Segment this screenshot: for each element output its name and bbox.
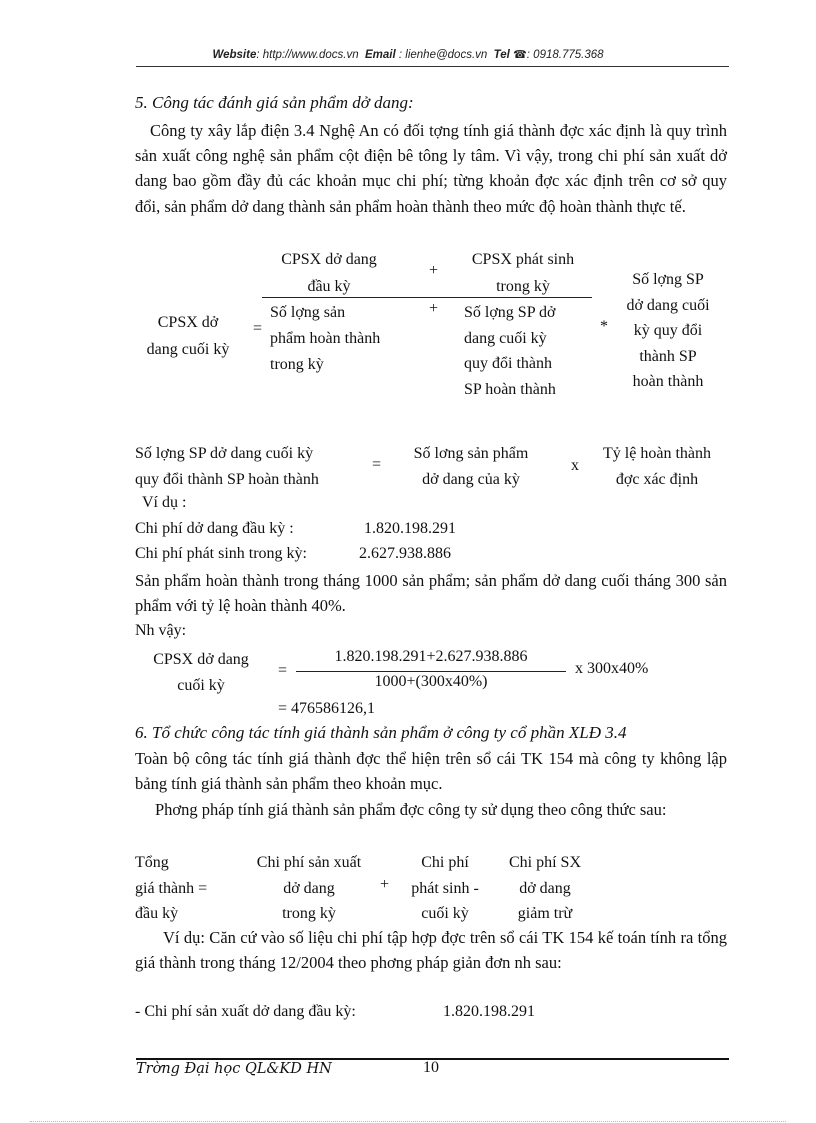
- f3-fraction-bar: [296, 671, 566, 672]
- f4-col4: [500, 850, 590, 927]
- f1-lhs-line: CPSX dở: [157, 314, 219, 331]
- example-line1-value: 1.820.198.291: [364, 520, 456, 537]
- f2-mid-line: dở dang của kỳ: [422, 471, 520, 488]
- section6-paragraph2: Phơng pháp tính giá thành sản phẩm đợc công ty sử dụng theo công thức sau:: [155, 800, 667, 819]
- f1-den-a-line: Số lợng sản: [270, 304, 346, 321]
- f1-den-a-line: trong kỳ: [270, 356, 324, 373]
- f4-col2-line: trong kỳ: [282, 905, 336, 922]
- f4-col1-line: Tổng: [135, 854, 169, 871]
- f1-fraction-bar: [262, 297, 592, 298]
- f4-col1-line: đầu kỳ: [135, 905, 179, 922]
- f1-rhs-line: thành SP: [639, 347, 697, 365]
- f4-col3: [398, 850, 492, 927]
- f1-rhs-line: Số lợng SP: [632, 271, 704, 288]
- f2-x: x: [571, 457, 579, 474]
- page-header: [0, 48, 816, 61]
- f3-result: = 476586126,1: [278, 700, 376, 717]
- f1-den-b: [464, 300, 556, 402]
- example-nhu-vay: Nh vậy:: [135, 622, 187, 639]
- tel-label: Tel: [493, 49, 510, 61]
- f1-den-b-line: Số lợng SP dở: [464, 304, 556, 321]
- page-number: 10: [423, 1059, 439, 1076]
- f4-col3-line: cuối kỳ: [421, 905, 469, 922]
- f3-lhs: [140, 647, 262, 699]
- section6-paragraph1: Toàn bộ công tác tính giá thành đợc thể hiện trên sổ cái TK 154 mà công ty không lập bảng tính giá thành sản phẩm theo khoản mục.: [135, 749, 727, 794]
- website-value[interactable]: : http://www.docs.vn: [256, 49, 359, 61]
- f1-num-a: [270, 246, 388, 300]
- f4-col1-line: giá thành =: [135, 879, 208, 897]
- f2-lhs-line: Số lợng SP dở dang cuối kỳ: [135, 445, 314, 462]
- f3-denominator: 1000+(300x40%): [374, 673, 488, 690]
- f1-times: *: [600, 318, 608, 335]
- example-label: Ví dụ :: [142, 494, 187, 511]
- f1-rhs-line: hoàn thành: [632, 373, 704, 390]
- f3-lhs-line: CPSX dở dang: [153, 651, 249, 668]
- f1-den-plus: +: [429, 300, 439, 317]
- f4-col2: [244, 850, 374, 927]
- f3-numerator: 1.820.198.291+2.627.938.886: [334, 648, 528, 665]
- tel-value: : 0918.775.368: [526, 49, 604, 61]
- f1-num-a-line: đầu kỳ: [307, 278, 351, 295]
- f2-mid-line: Số lơng sản phẩm: [413, 445, 529, 462]
- f3-lhs-line: cuối kỳ: [177, 677, 225, 694]
- f2-rhs-line: Tỷ lệ hoàn thành: [603, 445, 711, 462]
- f1-rhs: [612, 267, 724, 395]
- f2-mid: [396, 441, 546, 493]
- email-value[interactable]: : lienhe@docs.vn: [398, 49, 488, 61]
- example2-line-value: 1.820.198.291: [443, 1003, 535, 1020]
- f4-col3-line: Chi phí: [421, 854, 469, 871]
- f2-rhs-line: đợc xác định: [615, 471, 699, 488]
- f1-rhs-line: dở dang cuối: [626, 296, 710, 314]
- example-line1-label: Chi phí dở dang đầu kỳ :: [135, 520, 294, 537]
- f1-num-b: [455, 246, 591, 300]
- f1-den-b-line: quy đổi thành: [464, 355, 552, 372]
- page-bottom-border: [30, 1121, 786, 1122]
- f4-col3-line: phát sinh -: [411, 879, 479, 897]
- f2-lhs: [135, 441, 319, 493]
- header-rule: [136, 66, 729, 67]
- example-line2-label: Chi phí phát sinh trong kỳ:: [135, 545, 307, 562]
- f4-col4-line: dở dang: [519, 879, 571, 897]
- f1-den-b-line: dang cuối kỳ: [464, 329, 547, 347]
- f3-times: x 300x40%: [575, 660, 649, 677]
- f4-col2-line: Chi phí sản xuất: [256, 854, 362, 871]
- f1-num-b-line: trong kỳ: [496, 278, 550, 295]
- f1-den-a: [270, 300, 380, 378]
- example2-paragraph: Ví dụ: Căn cứ vào số liệu chi phí tập hợp đợc trên sổ cái TK 154 kế toán tính ra tổng giá thành trong tháng 12/2004 theo phơng pháp giản đơn nh sau:: [135, 928, 727, 973]
- f1-lhs-line: dang cuối kỳ: [146, 341, 230, 358]
- email-label: Email: [365, 49, 396, 61]
- f3-eq: =: [278, 662, 288, 679]
- phone-icon: ☎: [513, 49, 527, 61]
- f1-den-b-line: SP hoàn thành: [464, 380, 556, 398]
- f2-eq: =: [372, 456, 382, 473]
- section5-heading: 5. Công tác đánh giá sản phẩm dở dang:: [135, 93, 414, 112]
- example-paragraph: Sản phẩm hoàn thành trong tháng 1000 sản phẩm; sản phẩm dở dang cuối tháng 300 sản phẩm với tỷ lệ hoàn thành 40%.: [135, 571, 727, 616]
- f4-plus: +: [380, 876, 390, 893]
- f4-col4-line: giảm trừ: [517, 905, 573, 922]
- f1-num-b-line: CPSX phát sinh: [471, 251, 575, 268]
- f1-lhs: [136, 309, 240, 363]
- section5-paragraph: Công ty xây lắp điện 3.4 Nghệ An có đối tợng tính giá thành đợc xác định là quy trình sản xuất công nghệ sản phẩm cột điện bê tông ly tâm. Vì vậy, trong chi phí sản xuất dở dang bao gồm đầy đủ các khoản mục chi phí; từng khoản đợc xác định trên cơ sở quy đổi, sản phẩm dở dang thành sản phẩm hoàn thành theo mức độ hoàn thành thực tế.: [135, 121, 727, 216]
- website-label: Website: [212, 49, 257, 61]
- f1-num-a-line: CPSX dở dang: [281, 251, 377, 268]
- example-line2-value: 2.627.938.886: [359, 545, 451, 562]
- f1-num-plus: +: [429, 262, 439, 279]
- f1-rhs-line: kỳ quy đổi: [633, 322, 703, 339]
- f2-lhs-line: quy đổi thành SP hoàn thành: [135, 471, 319, 488]
- f4-col4-line: Chi phí SX: [508, 854, 581, 871]
- example2-line-label: - Chi phí sản xuất dở dang đầu kỳ:: [135, 1003, 356, 1020]
- f4-col2-line: dở dang: [283, 879, 335, 897]
- section6-heading: 6. Tổ chức công tác tính giá thành sản phẩm ở công ty cổ phần XLĐ 3.4: [135, 723, 627, 742]
- footer-school: Trờng Đại học QL&KD HN: [136, 1061, 332, 1077]
- f4-col1: [135, 850, 207, 927]
- f1-den-a-line: phẩm hoàn thành: [270, 330, 381, 347]
- f2-rhs: [590, 441, 724, 493]
- f1-eq: =: [253, 320, 263, 337]
